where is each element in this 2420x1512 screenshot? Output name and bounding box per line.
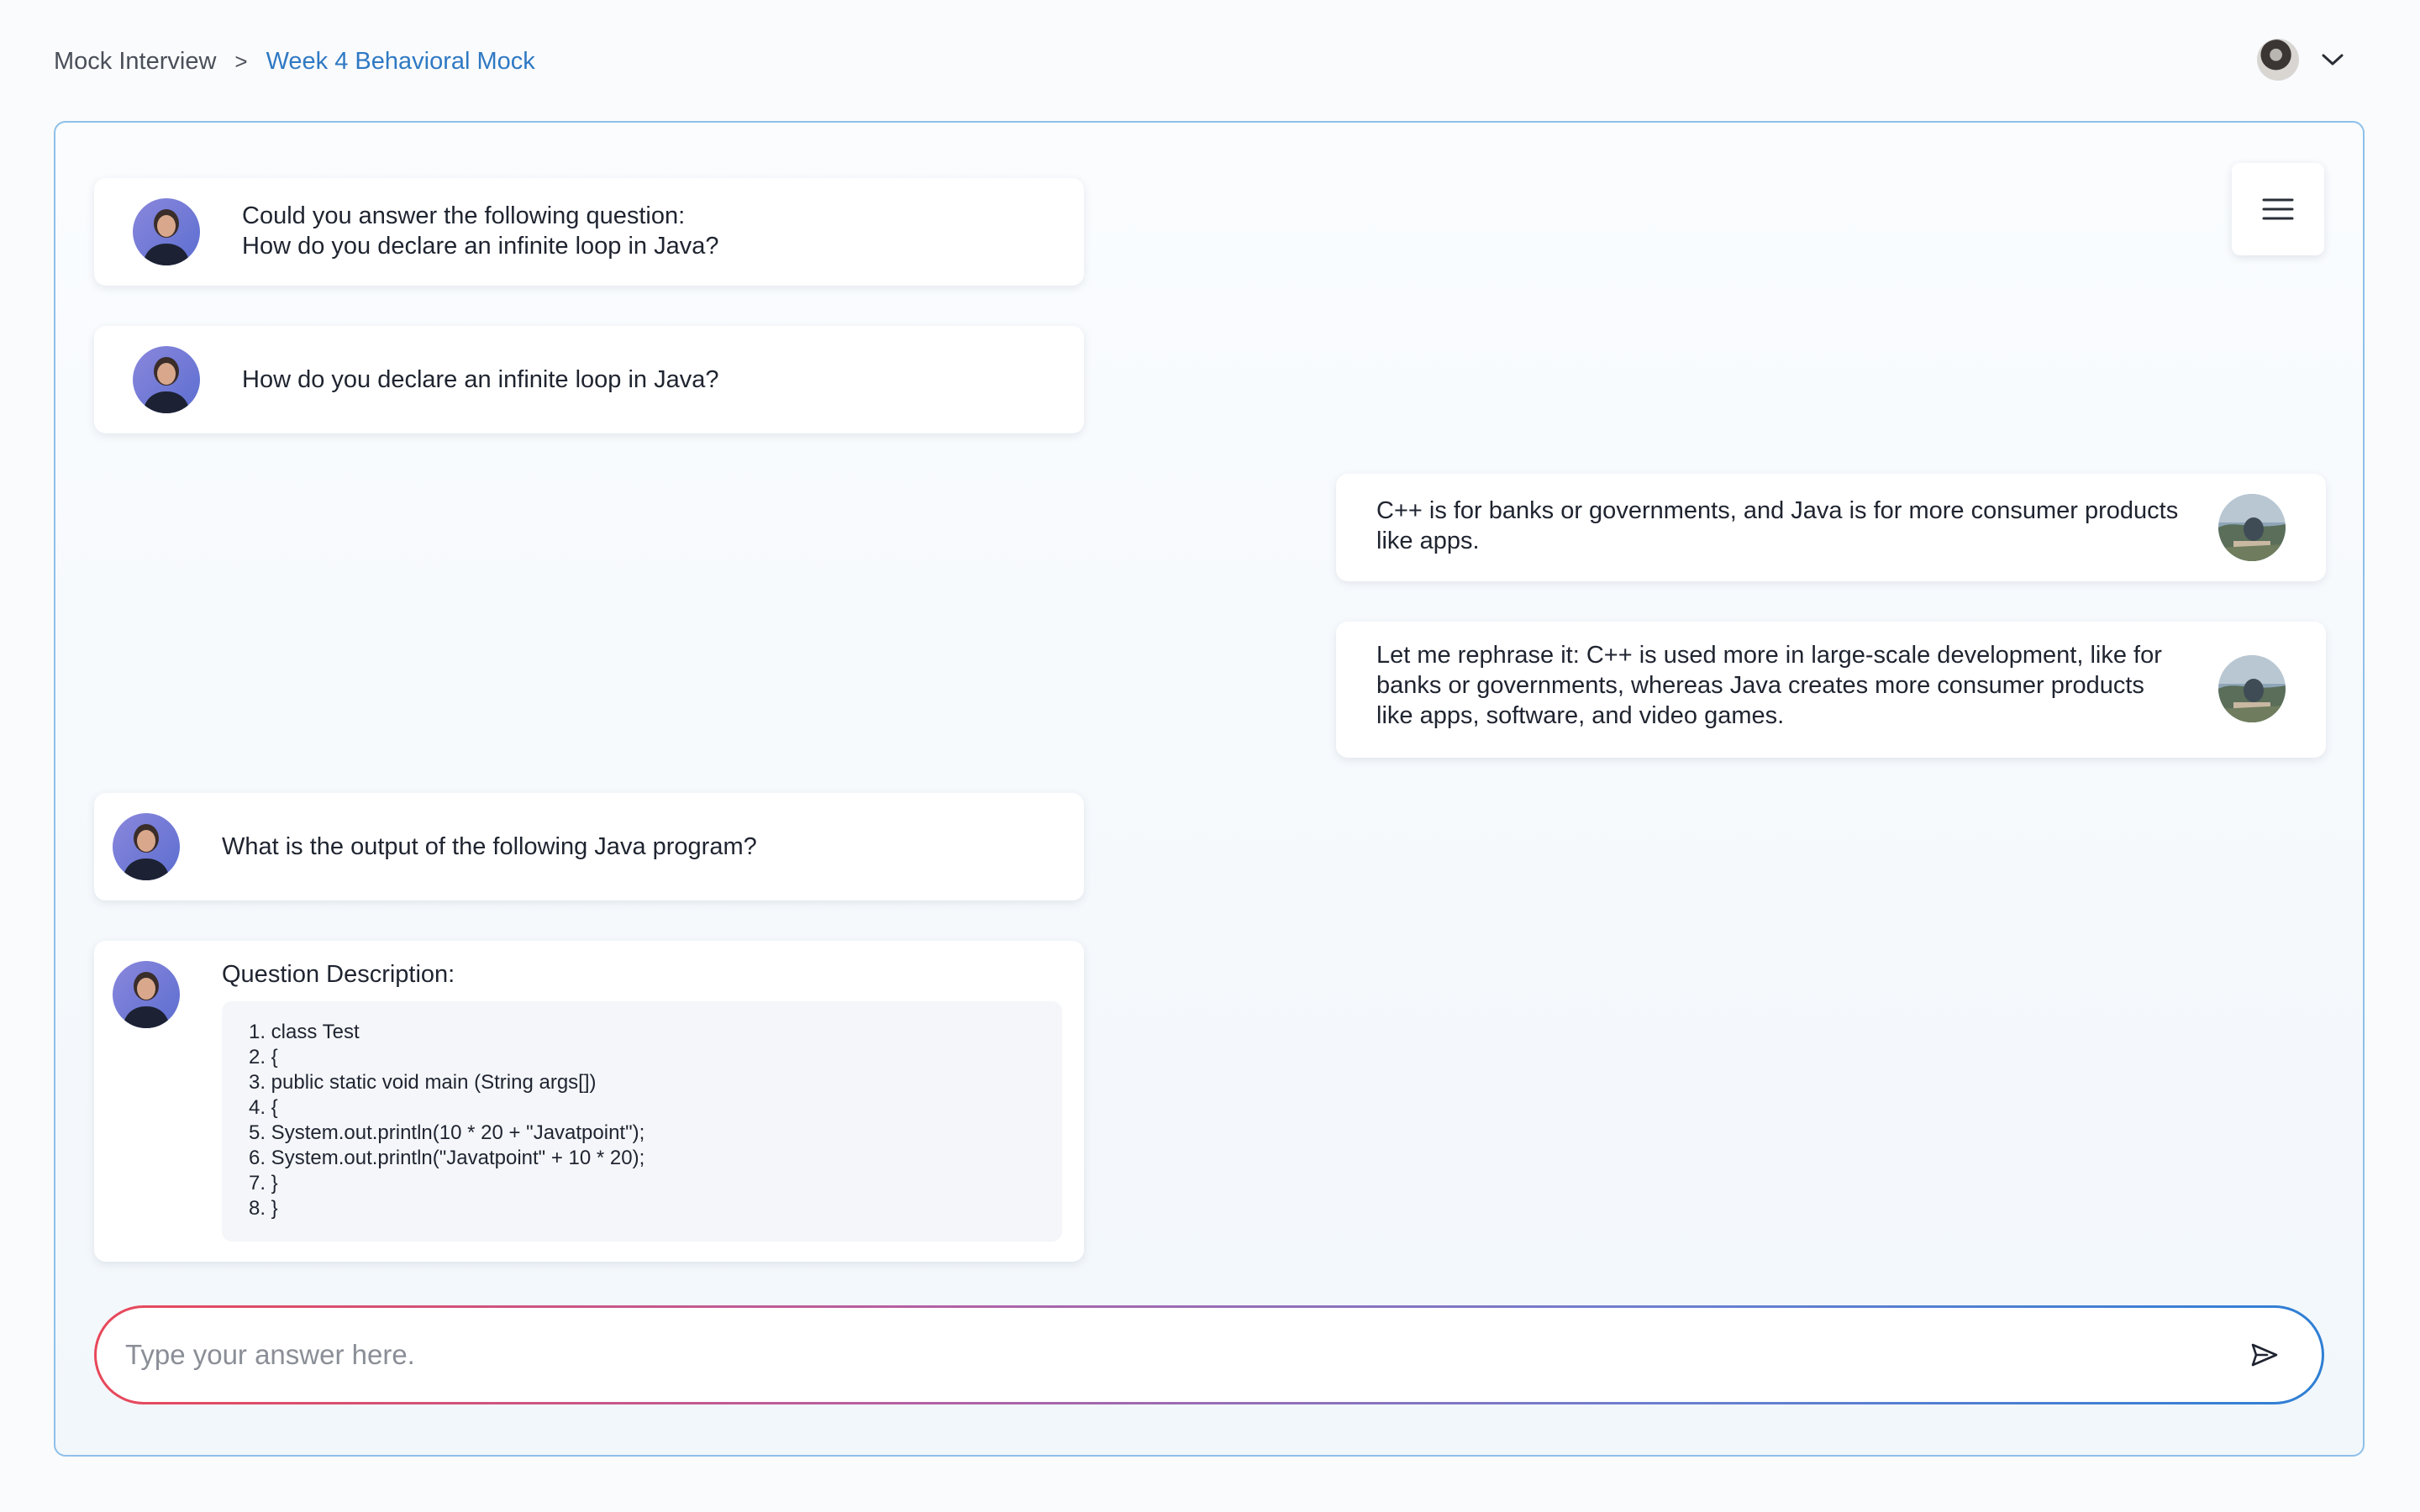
code-line: 5. System.out.println(10 * 20 + "Javatpoint"); — [249, 1121, 645, 1144]
chat-message-user — [1336, 474, 2326, 581]
send-icon — [2250, 1342, 2279, 1368]
send-button[interactable] — [2244, 1335, 2285, 1375]
interviewer-avatar — [113, 961, 180, 1028]
chevron-down-icon[interactable] — [2319, 46, 2346, 73]
breadcrumb-separator: > — [234, 48, 248, 74]
code-line: 1. class Test — [249, 1021, 360, 1043]
breadcrumb-parent-link[interactable]: Mock Interview — [54, 47, 217, 75]
interviewer-avatar — [133, 198, 200, 265]
chat-message-interviewer — [94, 326, 1084, 433]
chat-message-interviewer-code — [94, 941, 1084, 1262]
message-text: How do you declare an infinite loop in Java? — [242, 366, 719, 393]
code-line: 2. { — [249, 1046, 278, 1068]
code-line: 8. } — [249, 1197, 278, 1220]
chat-message-interviewer — [94, 793, 1084, 900]
message-text: What is the output of the following Java program? — [222, 833, 757, 860]
answer-input-inner — [97, 1308, 2322, 1402]
message-text: Could you answer the following question: How do you declare an infinite loop in Java? — [242, 202, 719, 260]
user-message-avatar — [2218, 494, 2286, 561]
chat-message-user — [1336, 622, 2326, 758]
hamburger-menu-icon — [2262, 197, 2294, 221]
breadcrumb-current[interactable]: Week 4 Behavioral Mock — [266, 47, 535, 75]
interviewer-avatar — [113, 813, 180, 880]
message-text: Let me rephrase it: C++ is used more in large-scale development, like for banks or governments, whereas Java creates more consumer products like apps, software, and video games. — [1376, 642, 2162, 729]
menu-button[interactable] — [2232, 163, 2324, 255]
user-menu[interactable] — [2257, 39, 2346, 81]
chat-panel — [54, 121, 2365, 1457]
user-message-avatar — [2218, 655, 2286, 722]
code-block — [222, 1001, 1062, 1242]
code-line: 3. public static void main (String args[]) — [249, 1071, 597, 1094]
user-avatar[interactable] — [2257, 39, 2299, 81]
chat-message-interviewer — [94, 178, 1084, 286]
message-text: C++ is for banks or governments, and Java is for more consumer products like apps. — [1376, 497, 2179, 554]
code-line: 7. } — [249, 1172, 278, 1194]
answer-input-container — [94, 1305, 2324, 1404]
interviewer-avatar — [133, 346, 200, 413]
code-line: 4. { — [249, 1096, 278, 1119]
code-line: 6. System.out.println("Javatpoint" + 10 * 20); — [249, 1147, 645, 1169]
question-description-title: Question Description: — [222, 961, 455, 988]
answer-input[interactable] — [97, 1329, 2186, 1381]
breadcrumb — [54, 45, 535, 77]
